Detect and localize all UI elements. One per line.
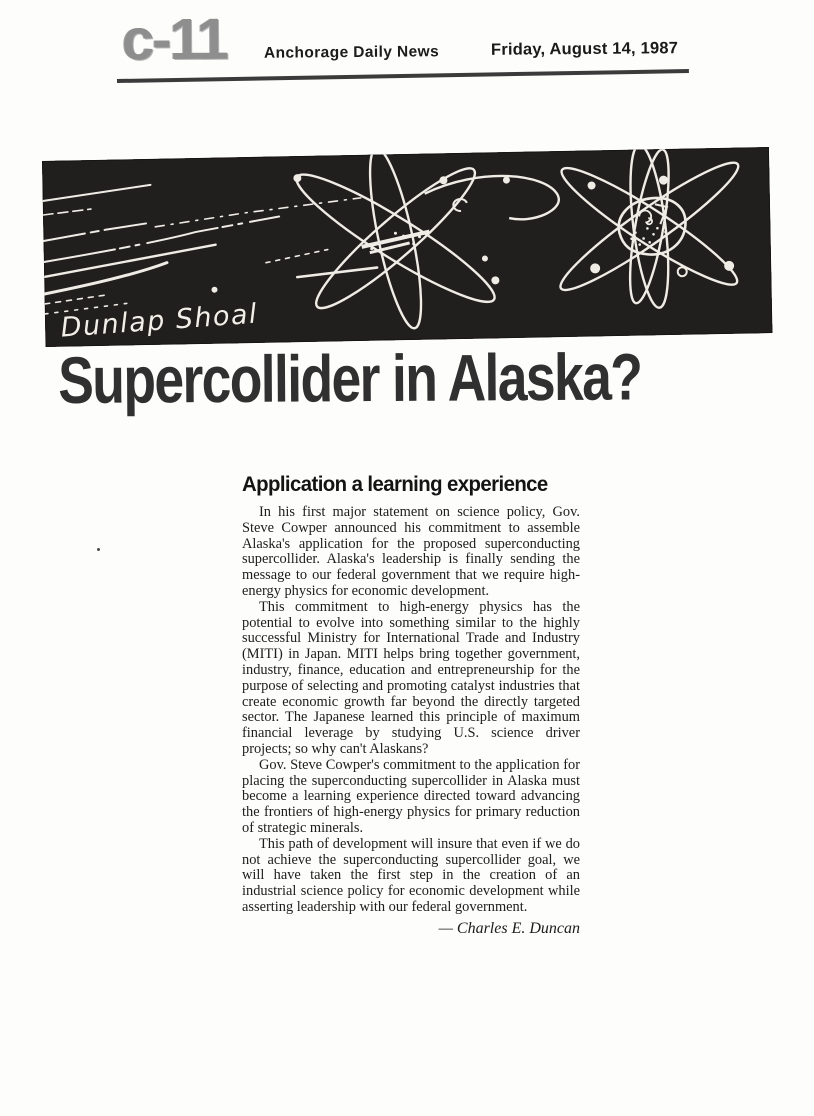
issue-date: Friday, August 14, 1987 — [490, 39, 679, 59]
article-paragraph: Gov. Steve Cowper's commitment to the application for placing the superconducting supercollider in Alaska must become a learning experience directed toward advancing the frontiers of high-energy physics for primary reduction of strategic minerals. — [242, 756, 580, 836]
atom-sketch-illustration — [42, 147, 772, 347]
atom-left-illustration — [286, 147, 562, 334]
banner-illustration — [42, 147, 772, 347]
article-paragraph: This path of development will insure that even if we do not achieve the superconducting supercollider goal, we will have taken the first step in the creation of an industrial science policy for economic development while asserting leadership with our federal government. — [242, 835, 580, 915]
article-heading: Application a learning experience — [242, 473, 548, 496]
byline: — Charles E. Duncan — [438, 919, 580, 937]
page-number: c-11 — [121, 6, 228, 73]
newspaper-name: Anchorage Daily News — [263, 43, 440, 62]
scan-speck — [97, 548, 100, 551]
article-column — [242, 473, 580, 938]
artist-signature: Dunlap Shoal — [59, 298, 259, 344]
article-paragraph: This commitment to high-energy physics has the potential to evolve into something similar to the highly successful Ministry for International Trade and Industry (MITI) in Japan. MITI helps bring together government, industry, finance, education and entrepreneurship for the purpose of selecting and promoting catalyst industries that create economic growth far beyond the directly targeted sector. The Japanese learned this principle of maximum financial leverage by studying U.S. science driver projects; so why can't Alaskans? — [242, 598, 580, 757]
atom-right-illustration — [549, 147, 750, 311]
headline: Supercollider in Alaska? — [58, 339, 642, 417]
article-paragraph: In his first major statement on science policy, Gov. Steve Cowper announced his commitment to assemble Alaska's application for the proposed superconducting supercollider. Alaska's leadership is finally sending the message to our federal government that we require high-energy physics for economic development. — [242, 504, 580, 599]
